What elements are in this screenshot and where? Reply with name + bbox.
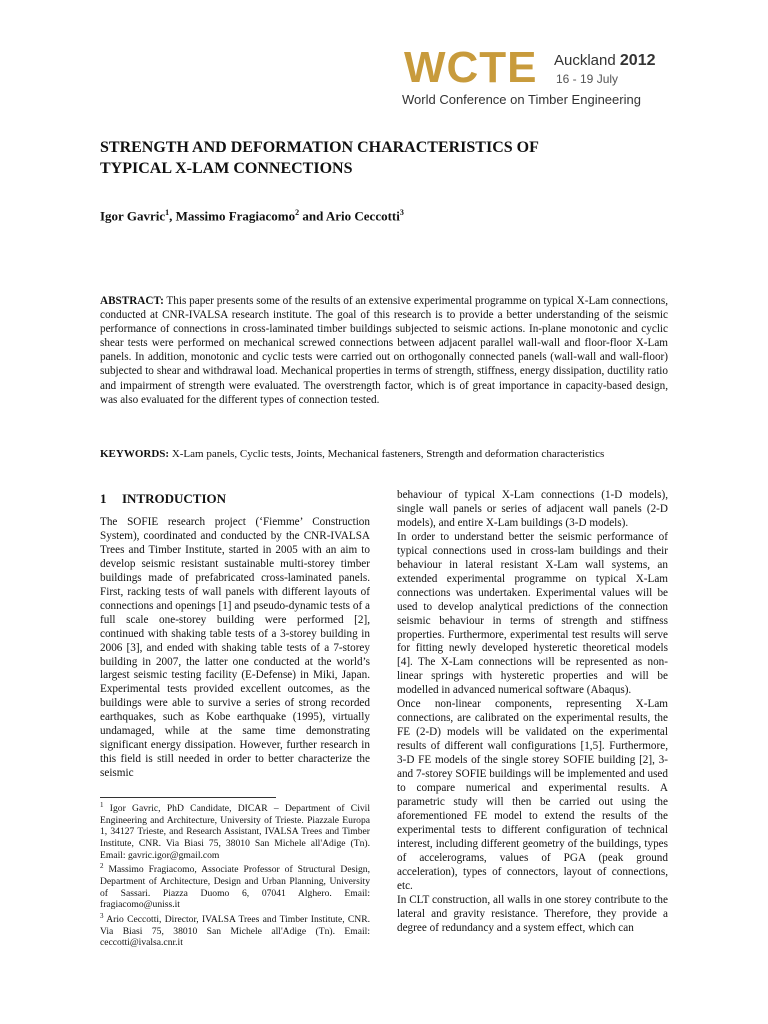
- section-heading: [100, 491, 226, 507]
- author-separator: ,: [169, 208, 176, 224]
- logo-conference-name: World Conference on Timber Engineering: [402, 92, 641, 107]
- author-affiliation-mark: 1: [165, 208, 170, 217]
- author-list: [100, 208, 404, 224]
- footnotes: [100, 800, 370, 949]
- paper-title: [100, 137, 660, 179]
- author-affiliation-mark: 2: [295, 208, 300, 217]
- keywords-text: X-Lam panels, Cyclic tests, Joints, Mechanical fasteners, Strength and deformation characteristics: [169, 448, 605, 460]
- logo-city-year: [554, 52, 655, 70]
- abstract-text: This paper presents some of the results of an extensive experimental programme on typical X-Lam connections, conducted at CNR-IVALSA research institute. The goal of this research is to provide a better understanding of the seismic performance of connections in cross-laminated timber buildings subjected to seismic actions. In-plane monotonic and cyclic shear tests were performed on mechanical screwed connections between adjacent parallel wall-wall and floor-floor X-Lam panels. In addition, monotonic and cyclic tests were carried out on orthogonally connected panels (wall-wall and wall-floor) subjected to shear and withdrawal load. Mechanical properties in terms of strength, stiffness, energy dissipation, ductility ratio and impairment of strength were evaluated. The overstrength factor, which is of great importance in capacity-based design, was also evaluated for the different types of connection tested.: [100, 295, 668, 406]
- author-name: Ario Ceccotti: [325, 208, 400, 224]
- author-separator: and: [299, 208, 326, 224]
- author-name: Massimo Fragiacomo: [175, 208, 296, 224]
- footnote-text: Ario Ceccotti, Director, IVALSA Trees and Timber Institute, CNR. Via Biasi 75, 38010 San Michele all'Adige (Tn). Email: ceccotti@ivalsa.cnr.it: [100, 913, 370, 949]
- abstract: [100, 294, 668, 407]
- footnote-text: Igor Gavric, PhD Candidate, DICAR – Department of Civil Engineering and Architecture, University of Trieste. Piazzale Europa 1, 34127 Trieste, and Research Assistant, IVALSA Trees and Timber Institute, CNR. Via Biasi 75, 38010 San Michele all'Adige (Tn). Email: gavric.igor@gmail.com: [100, 803, 370, 861]
- footnote-mark: 3: [100, 911, 104, 920]
- paragraph: In order to understand better the seismic performance of typical connections used in cross-lam buildings and their behaviour in lateral resistant X-Lam wall systems, an extended experimental programme on typical X-Lam connections was undertaken. Experimental values will be used to develop analytical predictions of the connection seismic behaviour in terms of strength and stiffness properties. Furthermore, experimental test results will serve for fitting newly developed hysteretic theoretical models [4]. The X-Lam connections will be represented as non-linear springs with hysteretic properties and will be modelled in advanced numerical software (Abaqus).: [397, 530, 668, 697]
- keywords-label: KEYWORDS:: [100, 448, 170, 460]
- logo-year: 2012: [619, 52, 656, 69]
- right-column-text: [397, 489, 668, 936]
- logo-city: Auckland: [554, 52, 616, 69]
- footnote: [100, 861, 370, 911]
- paper-title-line-2: TYPICAL X-LAM CONNECTIONS: [100, 160, 353, 177]
- logo-wordmark: WCTE: [404, 43, 538, 92]
- author-name: Igor Gavric: [100, 208, 166, 224]
- paper-title-line-1: STRENGTH AND DEFORMATION CHARACTERISTICS OF: [100, 139, 539, 156]
- logo-dates: 16 - 19 July: [556, 72, 619, 86]
- section-title: INTRODUCTION: [122, 491, 227, 506]
- author-affiliation-mark: 3: [399, 208, 404, 217]
- conference-logo: [404, 44, 664, 110]
- keywords: [100, 447, 668, 461]
- footnote: [100, 800, 370, 861]
- footnote: [100, 911, 370, 949]
- paragraph: Once non-linear components, representing X-Lam connections, are calibrated on the experimental results, the FE (2-D) models will be validated on the experimental results of different wall configurations [1,5]. Furthermore, 3-D FE models of the single storey SOFIE building [2], 3- and 7-storey SOFIE buildings will be implemented and used to compare numerical and experimental results. A parametric study will then be carried out using the aforementioned FE model to extend the results of the experimental tests to different configuration of technical interest, including different geometry of the buildings, types of accelerograms, values of PGA (peak ground acceleration), types of connectors, layout of connections, etc.: [397, 698, 668, 892]
- footnote-mark: 1: [100, 801, 104, 809]
- footnote-text: Massimo Fragiacomo, Associate Professor of Structural Design, Department of Architecture, Design and Urban Planning, University of Sassari. Piazza Duomo 6, 07041 Alghero. Email: fragiacomo@uniss.it: [100, 864, 370, 911]
- paragraph: behaviour of typical X-Lam connections (1-D models), single wall panels or series of adjacent wall panels (2-D models), and entire X-Lam buildings (3-D models).: [397, 489, 668, 529]
- section-number: 1: [100, 491, 107, 506]
- abstract-label: ABSTRACT:: [100, 295, 164, 307]
- left-column-text: The SOFIE research project (‘Fiemme’ Construction System), coordinated and conducted by the CNR-IVALSA Trees and Timber Institute, started in 2005 with an aim to develop seismic resistant sustainable multi-storey timber buildings made of prefabricated cross-laminated panels. First, racking tests of wall panels with different layouts of connections and openings [1] and pseudo-dynamic tests of a full scale one-storey building were performed [2], continued with shaking table tests of a 3-storey building in 2006 [3], and ended with shaking table tests of a 7-storey building in 2007, the latter one conducted at the world’s largest seismic testing facility (E-Defense) in Miki, Japan. Experimental tests provided excellent outcomes, as the buildings were able to survive a series of strong recorded earthquakes, such as Kobe earthquake (1995), virtually undamaged, while at the same time demonstrating significant energy dissipation. However, further research in this field is still needed in order to better characterize the seismic: [100, 516, 370, 780]
- footnote-mark: 2: [100, 862, 104, 871]
- footnote-divider: [100, 797, 276, 798]
- paragraph: In CLT construction, all walls in one storey contribute to the lateral and gravity resistance. Therefore, they provide a degree of redundancy and a system effect, which can: [397, 893, 668, 934]
